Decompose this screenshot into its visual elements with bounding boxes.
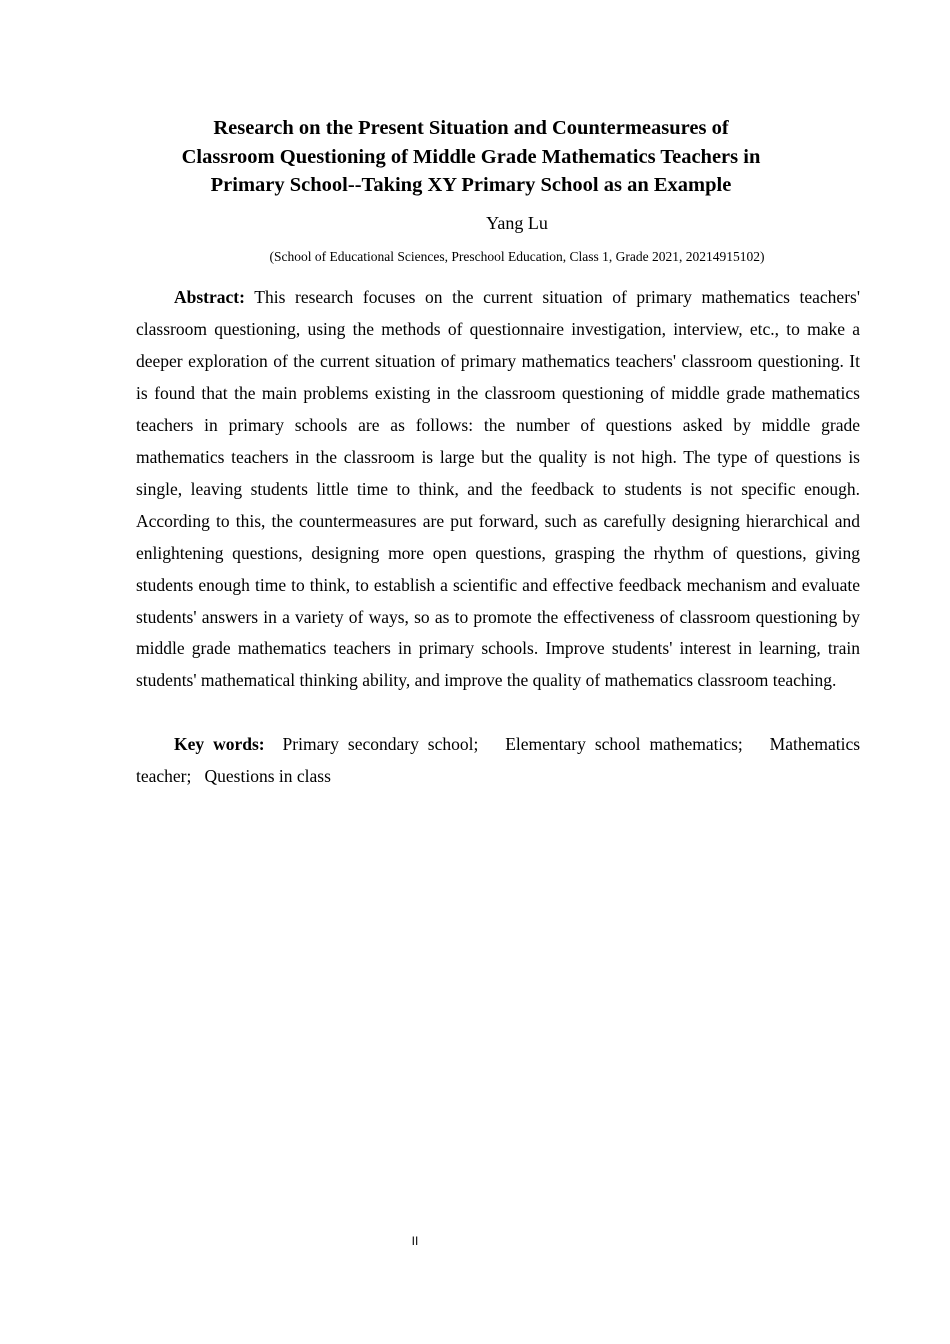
keyword-item: Elementary school mathematics;	[505, 734, 743, 754]
title-line-3: Primary School--Taking XY Primary School as an Example	[210, 174, 732, 196]
abstract-paragraph	[136, 282, 860, 697]
author-name: Yang Lu	[486, 213, 548, 233]
keyword-item: Mathematics teacher;	[136, 734, 861, 786]
page-number: II	[411, 1234, 419, 1248]
abstract-text: This research focuses on the current situation of primary mathematics teachers' classroom questioning, using the methods of questionnaire investigation, interview, etc., to make a deeper exploration of the current situation of primary mathematics teachers' classroom questioning. It is found that the main problems existing in the classroom questioning of middle grade mathematics teachers in primary schools are as follows: the number of questions asked by middle grade mathematics teachers in the classroom is large but the quality is not high. The type of questions is single, leaving students little time to think, and the feedback to students is not specific enough. According to this, the countermeasures are put forward, such as carefully designing hierarchical and enlightening questions, designing more open questions, grasping the rhythm of questions, giving students enough time to think, to establish a scientific and effective feedback mechanism and evaluate students' answers in a variety of ways, so as to promote the effectiveness of classroom questioning by middle grade mathematics teachers in primary schools. Improve students' interest in learning, train students' mathematical thinking ability, and improve the quality of mathematics classroom teaching.	[136, 287, 860, 691]
author-affiliation: (School of Educational Sciences, Preschool Education, Class 1, Grade 2021, 20214915102)	[269, 249, 765, 264]
keywords-label: Key words:	[174, 734, 265, 754]
keywords-paragraph	[136, 729, 860, 793]
paper-title	[136, 114, 806, 200]
keyword-item: Primary secondary school;	[282, 734, 479, 754]
title-line-2: Classroom Questioning of Middle Grade Mathematics Teachers in	[181, 145, 761, 168]
title-line-1: Research on the Present Situation and Countermeasures of	[213, 117, 729, 139]
abstract-label: Abstract:	[174, 287, 245, 307]
keyword-item: Questions in class	[204, 765, 331, 786]
